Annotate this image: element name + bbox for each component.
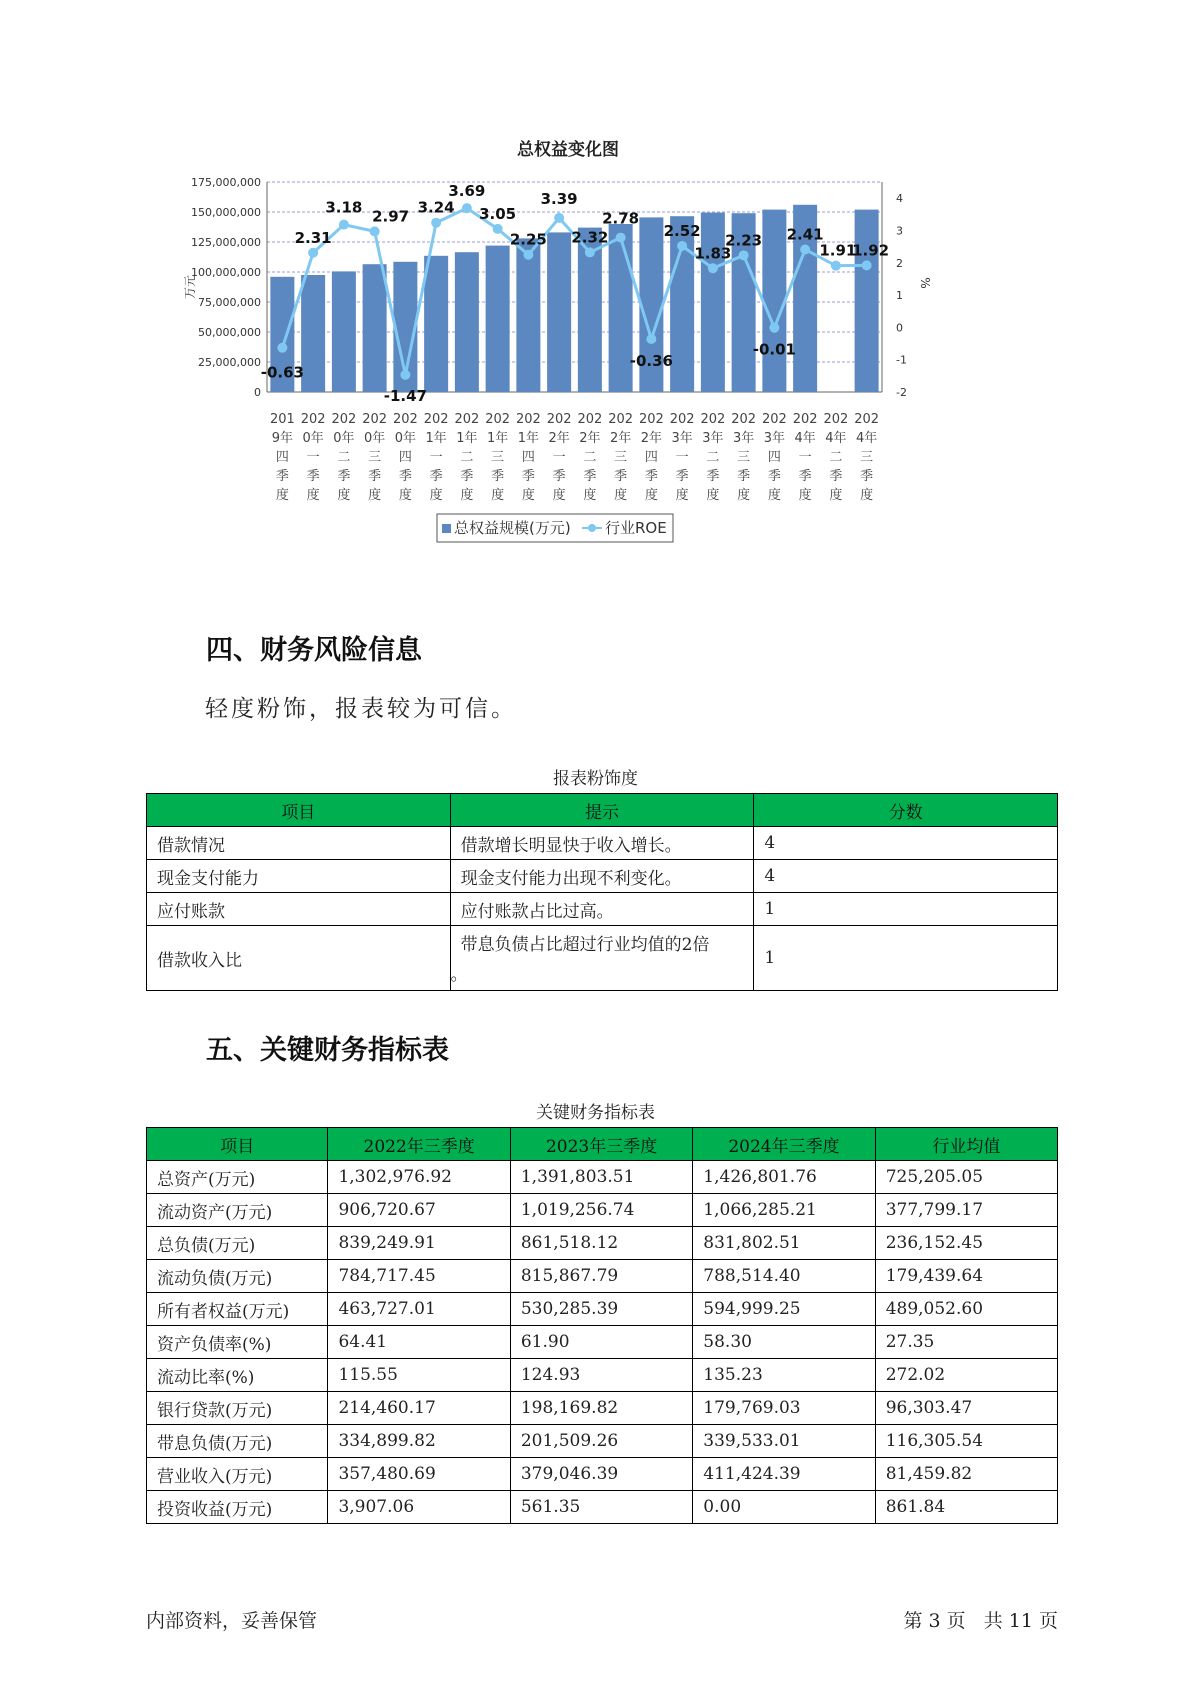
row-value: 1,302,976.92 <box>328 1161 510 1194</box>
table-row <box>147 1392 1058 1425</box>
row-hint-text: 带息负债占比超过行业均值的2倍 <box>460 935 710 955</box>
roe-data-label: 3.69 <box>448 182 486 201</box>
row-score: 4 <box>754 827 1058 860</box>
bar <box>701 213 725 392</box>
roe-point <box>400 370 410 380</box>
row-value: 725,205.05 <box>875 1161 1057 1194</box>
roe-point <box>523 250 533 260</box>
table-header-row <box>147 1128 1058 1161</box>
row-item: 借款收入比 <box>147 926 451 991</box>
x-tick-label: 2年 <box>609 431 632 446</box>
x-tick-label: 度 <box>767 488 781 503</box>
bar <box>332 271 356 392</box>
x-tick-label: 202 <box>331 412 357 427</box>
roe-point <box>677 241 687 251</box>
header-score: 分数 <box>754 794 1058 827</box>
chart-title: 总权益变化图 <box>517 140 619 160</box>
x-tick-label: 三 <box>737 450 751 465</box>
row-value: 561.35 <box>510 1491 692 1524</box>
roe-point <box>339 220 349 230</box>
roe-data-label: 2.32 <box>571 228 609 247</box>
risk-summary-text: 轻度粉饰，报表较为可信。 <box>205 696 517 722</box>
row-score: 4 <box>754 860 1058 893</box>
x-tick-label: 202 <box>362 412 388 427</box>
roe-data-label: 2.31 <box>294 228 332 247</box>
header-item: 项目 <box>147 794 451 827</box>
x-tick-label: 3年 <box>763 431 786 446</box>
x-tick-label: 度 <box>798 488 812 503</box>
roe-point <box>493 224 503 234</box>
row-value: 334,899.82 <box>328 1425 510 1458</box>
x-tick-label: 季 <box>767 469 781 484</box>
roe-point <box>862 260 872 270</box>
x-tick-label: 202 <box>423 412 449 427</box>
roe-point <box>277 343 287 353</box>
table-row <box>147 1227 1058 1260</box>
row-value: 96,303.47 <box>875 1392 1057 1425</box>
bar <box>455 252 479 392</box>
x-tick-label: 度 <box>706 488 720 503</box>
x-tick-label: 度 <box>675 488 689 503</box>
roe-point <box>554 213 564 223</box>
roe-point <box>462 203 472 213</box>
row-item: 流动资产(万元) <box>147 1194 328 1227</box>
x-tick-label: 三 <box>614 450 628 465</box>
x-tick-label: 二 <box>337 450 351 465</box>
y2-tick-label: 4 <box>896 192 903 206</box>
x-tick-label: 1年 <box>486 431 509 446</box>
x-tick-label: 季 <box>368 469 382 484</box>
header-2024q3: 2024年三季度 <box>693 1128 875 1161</box>
x-tick-label: 四 <box>521 450 535 465</box>
x-tick-label: 度 <box>429 488 443 503</box>
whitewash-table-caption: 报表粉饰度 <box>553 769 638 789</box>
x-tick-label: 季 <box>552 469 566 484</box>
y2-axis-label: % <box>918 277 932 289</box>
table-row <box>147 827 1058 860</box>
row-value: 831,802.51 <box>693 1227 875 1260</box>
x-tick-label: 三 <box>860 450 874 465</box>
header-hint: 提示 <box>450 794 754 827</box>
x-tick-label: 季 <box>460 469 474 484</box>
legend-bar-swatch <box>442 524 451 533</box>
roe-data-label: 2.97 <box>372 207 410 226</box>
x-tick-label: 度 <box>614 488 628 503</box>
roe-data-label: 3.39 <box>540 189 578 208</box>
x-tick-label: 202 <box>454 412 480 427</box>
x-tick-label: 季 <box>706 469 720 484</box>
roe-data-label: 2.25 <box>509 230 547 249</box>
roe-data-label: 1.91 <box>819 241 857 260</box>
legend-line-label: 行业ROE <box>605 519 667 537</box>
row-item: 投资收益(万元) <box>147 1491 328 1524</box>
legend-bar-label: 总权益规模(万元) <box>454 519 571 537</box>
row-score: 1 <box>754 926 1058 991</box>
x-tick-label: 0年 <box>302 431 324 446</box>
row-item: 银行贷款(万元) <box>147 1392 328 1425</box>
x-tick-label: 202 <box>700 412 726 427</box>
x-tick-label: 一 <box>675 450 689 465</box>
y-tick-label: 125,000,000 <box>191 236 261 249</box>
row-value: 3,907.06 <box>328 1491 510 1524</box>
roe-point <box>646 334 656 344</box>
x-tick-label: 3年 <box>702 431 724 446</box>
x-tick-label: 度 <box>860 488 874 503</box>
row-value: 815,867.79 <box>510 1260 692 1293</box>
x-tick-label: 202 <box>669 412 695 427</box>
x-tick-label: 度 <box>829 488 843 503</box>
row-item: 营业收入(万元) <box>147 1458 328 1491</box>
x-tick-label: 季 <box>521 469 535 484</box>
x-tick-label: 四 <box>398 450 412 465</box>
roe-data-label: 2.78 <box>602 209 640 228</box>
header-2023q3: 2023年三季度 <box>510 1128 692 1161</box>
row-value: 135.23 <box>693 1359 875 1392</box>
x-tick-label: 季 <box>491 469 505 484</box>
x-tick-label: 202 <box>761 412 787 427</box>
x-tick-label: 一 <box>429 450 443 465</box>
x-tick-label: 度 <box>460 488 474 503</box>
bar <box>762 210 786 392</box>
x-tick-label: 季 <box>398 469 412 484</box>
x-tick-label: 1年 <box>425 431 447 446</box>
table-row <box>147 1161 1058 1194</box>
y2-tick-label: 2 <box>896 256 903 270</box>
roe-point <box>769 323 779 333</box>
row-value: 463,727.01 <box>328 1293 510 1326</box>
equity-change-chart <box>180 140 960 600</box>
key-indicators-table <box>146 1127 1058 1524</box>
row-hint-tail: 。 <box>450 965 468 985</box>
row-value: 81,459.82 <box>875 1458 1057 1491</box>
x-tick-label: 度 <box>491 488 505 503</box>
row-score: 1 <box>754 893 1058 926</box>
y-tick-label: 175,000,000 <box>191 176 261 189</box>
x-tick-label: 季 <box>614 469 628 484</box>
row-value: 64.41 <box>328 1326 510 1359</box>
x-tick-label: 9年 <box>271 431 294 446</box>
roe-point <box>739 250 749 260</box>
roe-data-label: 1.92 <box>852 241 890 260</box>
x-tick-label: 四 <box>275 450 289 465</box>
row-item: 带息负债(万元) <box>147 1425 328 1458</box>
x-tick-label: 202 <box>823 412 849 427</box>
bar <box>855 210 879 392</box>
row-value: 61.90 <box>510 1326 692 1359</box>
table-row <box>147 1293 1058 1326</box>
row-value: 379,046.39 <box>510 1458 692 1491</box>
roe-point <box>616 233 626 243</box>
table-row <box>147 1491 1058 1524</box>
roe-data-label: -1.47 <box>383 386 427 405</box>
roe-data-label: 2.23 <box>725 231 763 250</box>
x-tick-label: 季 <box>337 469 351 484</box>
roe-data-label: -0.63 <box>260 363 304 382</box>
x-tick-label: 度 <box>737 488 751 503</box>
x-tick-label: 1年 <box>517 431 540 446</box>
y-tick-label: 75,000,000 <box>198 296 261 309</box>
bar <box>363 264 387 392</box>
x-tick-label: 度 <box>275 488 289 503</box>
x-tick-label: 202 <box>608 412 634 427</box>
x-tick-label: 4年 <box>825 431 847 446</box>
x-tick-label: 3年 <box>732 431 755 446</box>
roe-data-label: 3.18 <box>325 198 363 217</box>
roe-data-label: 3.05 <box>479 204 517 223</box>
x-tick-label: 202 <box>577 412 603 427</box>
y2-tick-label: 1 <box>896 289 903 303</box>
x-tick-label: 0年 <box>394 431 417 446</box>
row-value: 411,424.39 <box>693 1458 875 1491</box>
row-item: 资产负债率(%) <box>147 1326 328 1359</box>
x-tick-label: 季 <box>644 469 658 484</box>
row-hint: 应付账款占比过高。 <box>450 893 754 926</box>
row-value: 357,480.69 <box>328 1458 510 1491</box>
x-tick-label: 0年 <box>333 431 355 446</box>
row-item: 现金支付能力 <box>147 860 451 893</box>
table-row <box>147 1326 1058 1359</box>
x-tick-label: 2年 <box>579 431 601 446</box>
row-item: 借款情况 <box>147 827 451 860</box>
row-value: 179,439.64 <box>875 1260 1057 1293</box>
x-tick-label: 202 <box>515 412 541 427</box>
x-tick-label: 202 <box>546 412 572 427</box>
roe-point <box>585 247 595 257</box>
x-tick-label: 度 <box>552 488 566 503</box>
bar <box>424 256 448 392</box>
roe-data-label: -0.36 <box>629 352 673 371</box>
x-tick-label: 一 <box>306 450 320 465</box>
x-tick-label: 季 <box>737 469 751 484</box>
x-tick-label: 季 <box>829 469 843 484</box>
x-tick-label: 202 <box>792 412 818 427</box>
table-row <box>147 893 1058 926</box>
y-tick-label: 50,000,000 <box>198 326 261 339</box>
x-tick-label: 季 <box>675 469 689 484</box>
x-tick-label: 4年 <box>855 431 878 446</box>
row-value: 594,999.25 <box>693 1293 875 1326</box>
bar <box>301 275 325 392</box>
row-value: 377,799.17 <box>875 1194 1057 1227</box>
y2-tick-label: -1 <box>896 353 907 367</box>
row-value: 788,514.40 <box>693 1260 875 1293</box>
row-value: 339,533.01 <box>693 1425 875 1458</box>
x-tick-label: 季 <box>798 469 812 484</box>
roe-point <box>708 263 718 273</box>
y-tick-label: 25,000,000 <box>198 356 261 369</box>
x-tick-label: 202 <box>854 412 880 427</box>
row-value: 530,285.39 <box>510 1293 692 1326</box>
row-value: 906,720.67 <box>328 1194 510 1227</box>
x-tick-label: 0年 <box>363 431 386 446</box>
y-tick-label: 0 <box>254 386 261 399</box>
table-row <box>147 1458 1058 1491</box>
row-item: 总负债(万元) <box>147 1227 328 1260</box>
x-tick-label: 202 <box>638 412 664 427</box>
x-tick-label: 四 <box>644 450 658 465</box>
y-axis-label: 万元 <box>183 274 197 300</box>
row-value: 116,305.54 <box>875 1425 1057 1458</box>
row-item: 应付账款 <box>147 893 451 926</box>
row-value: 1,391,803.51 <box>510 1161 692 1194</box>
roe-point <box>831 261 841 271</box>
x-tick-label: 二 <box>829 450 843 465</box>
x-tick-label: 201 <box>269 412 295 427</box>
roe-point <box>308 248 318 258</box>
roe-data-label: 1.83 <box>694 244 732 263</box>
table-row <box>147 926 1058 991</box>
whitewash-table <box>146 793 1058 991</box>
row-value: 784,717.45 <box>328 1260 510 1293</box>
x-tick-label: 四 <box>767 450 781 465</box>
row-value: 27.35 <box>875 1326 1057 1359</box>
table-row <box>147 1359 1058 1392</box>
key-indicators-caption: 关键财务指标表 <box>536 1103 655 1123</box>
x-tick-label: 度 <box>368 488 382 503</box>
row-value: 1,019,256.74 <box>510 1194 692 1227</box>
row-value: 214,460.17 <box>328 1392 510 1425</box>
x-tick-label: 季 <box>860 469 874 484</box>
y2-tick-label: 3 <box>896 224 903 238</box>
bar <box>547 232 571 392</box>
y-tick-label: 100,000,000 <box>191 266 261 279</box>
x-tick-label: 202 <box>392 412 418 427</box>
row-item: 流动比率(%) <box>147 1359 328 1392</box>
y2-tick-label: -2 <box>896 386 907 399</box>
row-value: 861.84 <box>875 1491 1057 1524</box>
bar <box>486 246 510 392</box>
roe-data-label: 2.41 <box>786 225 824 244</box>
row-value: 198,169.82 <box>510 1392 692 1425</box>
row-hint: 现金支付能力出现不利变化。 <box>450 860 754 893</box>
section4-heading: 四、财务风险信息 <box>206 635 422 666</box>
row-item: 所有者权益(万元) <box>147 1293 328 1326</box>
header-2022q3: 2022年三季度 <box>328 1128 510 1161</box>
row-value: 0.00 <box>693 1491 875 1524</box>
row-value: 489,052.60 <box>875 1293 1057 1326</box>
legend-line-marker <box>588 524 596 532</box>
x-tick-label: 202 <box>731 412 757 427</box>
row-hint: 借款增长明显快于收入增长。 <box>450 827 754 860</box>
row-value: 272.02 <box>875 1359 1057 1392</box>
row-hint <box>450 926 754 991</box>
header-item: 项目 <box>147 1128 328 1161</box>
row-value: 58.30 <box>693 1326 875 1359</box>
x-tick-label: 3年 <box>671 431 693 446</box>
table-header-row <box>147 794 1058 827</box>
row-value: 861,518.12 <box>510 1227 692 1260</box>
x-tick-label: 一 <box>552 450 566 465</box>
row-item: 总资产(万元) <box>147 1161 328 1194</box>
x-tick-label: 三 <box>491 450 505 465</box>
table-row <box>147 1194 1058 1227</box>
x-tick-label: 季 <box>583 469 597 484</box>
x-tick-label: 度 <box>306 488 320 503</box>
x-tick-label: 三 <box>368 450 382 465</box>
x-tick-label: 202 <box>300 412 326 427</box>
row-value: 115.55 <box>328 1359 510 1392</box>
x-tick-label: 度 <box>583 488 597 503</box>
x-tick-label: 2年 <box>640 431 663 446</box>
row-item: 流动负债(万元) <box>147 1260 328 1293</box>
bar <box>516 238 540 392</box>
y2-tick-label: 0 <box>896 321 903 335</box>
table-row <box>147 1260 1058 1293</box>
x-tick-label: 度 <box>521 488 535 503</box>
x-tick-label: 度 <box>337 488 351 503</box>
x-tick-label: 一 <box>798 450 812 465</box>
table-row <box>147 1425 1058 1458</box>
x-tick-label: 度 <box>398 488 412 503</box>
roe-point <box>800 245 810 255</box>
x-tick-label: 1年 <box>456 431 478 446</box>
footer-confidential: 内部资料，妥善保管 <box>146 1610 318 1632</box>
roe-data-label: 3.24 <box>417 198 455 217</box>
x-tick-label: 二 <box>583 450 597 465</box>
x-tick-label: 季 <box>429 469 443 484</box>
roe-point <box>431 218 441 228</box>
x-tick-label: 2年 <box>548 431 570 446</box>
x-tick-label: 季 <box>306 469 320 484</box>
row-value: 201,509.26 <box>510 1425 692 1458</box>
table-row <box>147 860 1058 893</box>
row-value: 1,066,285.21 <box>693 1194 875 1227</box>
x-tick-label: 二 <box>460 450 474 465</box>
x-tick-label: 202 <box>485 412 511 427</box>
row-value: 236,152.45 <box>875 1227 1057 1260</box>
x-tick-label: 季 <box>275 469 289 484</box>
x-tick-label: 二 <box>706 450 720 465</box>
x-tick-label: 度 <box>644 488 658 503</box>
row-value: 124.93 <box>510 1359 692 1392</box>
footer-page-number: 第 3 页 共 11 页 <box>903 1610 1058 1632</box>
row-value: 179,769.03 <box>693 1392 875 1425</box>
y-tick-label: 150,000,000 <box>191 206 261 219</box>
roe-data-label: 2.52 <box>663 221 701 240</box>
row-value: 839,249.91 <box>328 1227 510 1260</box>
section5-heading: 五、关键财务指标表 <box>206 1035 449 1066</box>
header-industry-avg: 行业均值 <box>875 1128 1057 1161</box>
row-value: 1,426,801.76 <box>693 1161 875 1194</box>
roe-point <box>370 226 380 236</box>
roe-data-label: -0.01 <box>752 340 796 359</box>
x-tick-label: 4年 <box>794 431 816 446</box>
